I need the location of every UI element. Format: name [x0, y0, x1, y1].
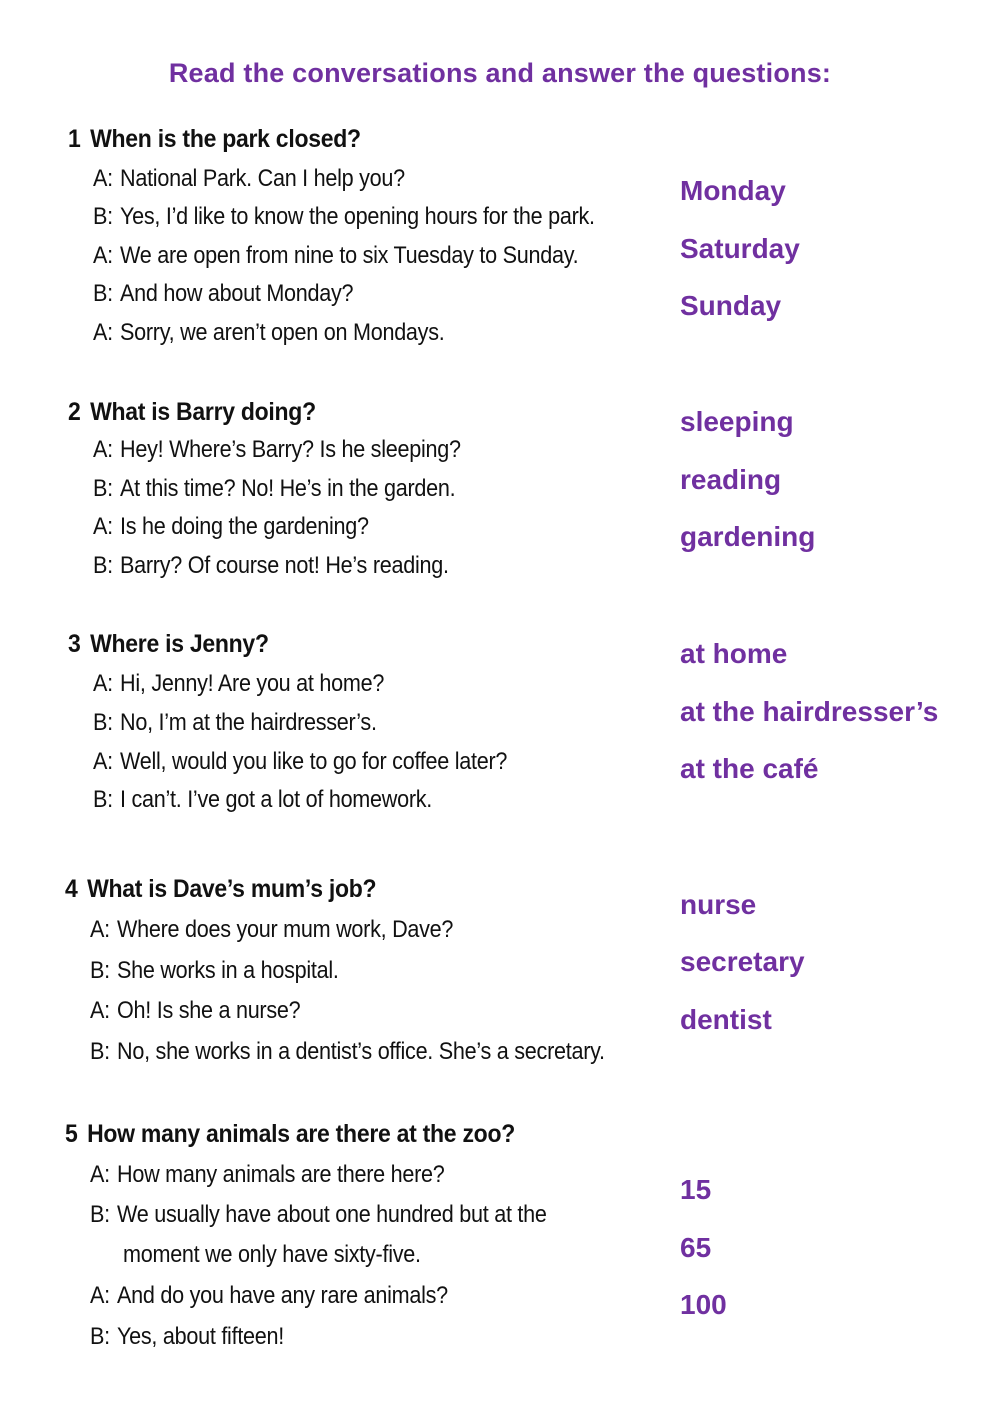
speaker: B:: [90, 1038, 110, 1065]
page-title: Read the conversations and answer the questions:: [168, 58, 832, 88]
dialogue-line: [93, 280, 353, 308]
dialogue-line: [93, 748, 507, 776]
dialogue-line: [90, 997, 300, 1025]
question-text: When is the park closed?: [90, 125, 361, 153]
dialogue-line: [90, 1282, 448, 1310]
line-text: Sorry, we aren’t open on Mondays.: [120, 319, 445, 346]
dialogue-line: [93, 670, 384, 698]
answer-option[interactable]: 65: [680, 1232, 712, 1263]
line-text: We usually have about one hundred but at the: [117, 1201, 547, 1228]
dialogue-line: [93, 436, 461, 464]
question-number: 2: [68, 398, 81, 426]
speaker: A:: [93, 748, 113, 775]
line-text: No, she works in a dentist’s office. She’s a secretary.: [117, 1038, 605, 1065]
line-text: Is he doing the gardening?: [120, 513, 369, 540]
answer-option[interactable]: Saturday: [680, 233, 800, 264]
speaker: B:: [93, 475, 113, 502]
question-text: What is Dave’s mum’s job?: [87, 875, 377, 903]
answer-option[interactable]: secretary: [680, 946, 805, 977]
answer-option[interactable]: gardening: [680, 521, 816, 552]
dialogue-line: [93, 203, 595, 231]
line-text: National Park. Can I help you?: [120, 165, 405, 192]
line-text: She works in a hospital.: [117, 957, 339, 984]
answer-option[interactable]: 15: [680, 1174, 712, 1205]
dialogue-line: [93, 552, 449, 580]
answer-option[interactable]: dentist: [680, 1004, 772, 1035]
question-text: How many animals are there at the zoo?: [87, 1120, 515, 1148]
dialogue-line: [90, 957, 339, 985]
dialogue-line: [93, 513, 369, 541]
answer-option[interactable]: 100: [680, 1289, 727, 1320]
line-text: Barry? Of course not! He’s reading.: [120, 552, 449, 579]
line-text: And how about Monday?: [120, 280, 354, 307]
question-number: 1: [68, 125, 81, 153]
line-text: Yes, I’d like to know the opening hours for the park.: [120, 203, 595, 230]
speaker: B:: [93, 552, 113, 579]
dialogue-line: [93, 475, 455, 503]
line-text: And do you have any rare animals?: [117, 1282, 448, 1309]
dialogue-line: [93, 242, 578, 270]
speaker: A:: [93, 242, 113, 269]
dialogue-line: [93, 319, 444, 347]
question-number: 4: [65, 875, 78, 903]
dialogue-line: [93, 786, 432, 814]
line-text: How many animals are there here?: [117, 1161, 445, 1188]
dialogue-line: [90, 1161, 445, 1189]
line-text: At this time? No! He’s in the garden.: [120, 475, 456, 502]
speaker: A:: [93, 670, 113, 697]
line-text: moment we only have sixty-five.: [123, 1241, 421, 1268]
speaker: B:: [90, 957, 110, 984]
answer-option[interactable]: sleeping: [680, 406, 794, 437]
question-number: 3: [68, 630, 81, 658]
answer-option[interactable]: Monday: [680, 175, 786, 206]
dialogue-line: [90, 1038, 605, 1066]
answer-option[interactable]: nurse: [680, 889, 757, 920]
answer-option[interactable]: at the hairdresser’s: [680, 696, 939, 727]
question-heading: [68, 398, 316, 427]
question-heading: [65, 875, 376, 904]
question-number: 5: [65, 1120, 78, 1148]
line-text: No, I’m at the hairdresser’s.: [120, 709, 377, 736]
question-heading: [68, 630, 269, 659]
speaker: B:: [93, 280, 113, 307]
line-text: Where does your mum work, Dave?: [117, 916, 454, 943]
answer-option[interactable]: at home: [680, 638, 788, 669]
line-text: Hi, Jenny! Are you at home?: [120, 670, 385, 697]
dialogue-line: [90, 916, 453, 944]
line-text: Well, would you like to go for coffee later?: [120, 748, 508, 775]
speaker: A:: [90, 916, 110, 943]
dialogue-line: [90, 1323, 284, 1351]
speaker: A:: [90, 997, 110, 1024]
line-text: Oh! Is she a nurse?: [117, 997, 301, 1024]
speaker: B:: [90, 1201, 110, 1228]
speaker: A:: [93, 436, 113, 463]
line-text: We are open from nine to six Tuesday to Sunday.: [120, 242, 579, 269]
question-heading: [68, 125, 361, 154]
dialogue-line: [123, 1241, 421, 1269]
speaker: A:: [93, 319, 113, 346]
dialogue-line: [93, 165, 405, 193]
speaker: A:: [90, 1282, 110, 1309]
speaker: A:: [93, 165, 113, 192]
question-heading: [65, 1120, 515, 1149]
question-text: Where is Jenny?: [90, 630, 269, 658]
dialogue-line: [93, 709, 377, 737]
speaker: B:: [93, 709, 113, 736]
speaker: A:: [93, 513, 113, 540]
speaker: B:: [90, 1323, 110, 1350]
question-text: What is Barry doing?: [90, 398, 316, 426]
speaker: B:: [93, 786, 113, 813]
answer-option[interactable]: Sunday: [680, 290, 782, 321]
answer-option[interactable]: at the café: [680, 753, 819, 784]
dialogue-line: [90, 1201, 547, 1229]
speaker: B:: [93, 203, 113, 230]
speaker: A:: [90, 1161, 110, 1188]
line-text: Hey! Where’s Barry? Is he sleeping?: [120, 436, 461, 463]
line-text: Yes, about fifteen!: [117, 1323, 285, 1350]
line-text: I can’t. I’ve got a lot of homework.: [120, 786, 433, 813]
answer-option[interactable]: reading: [680, 464, 782, 495]
